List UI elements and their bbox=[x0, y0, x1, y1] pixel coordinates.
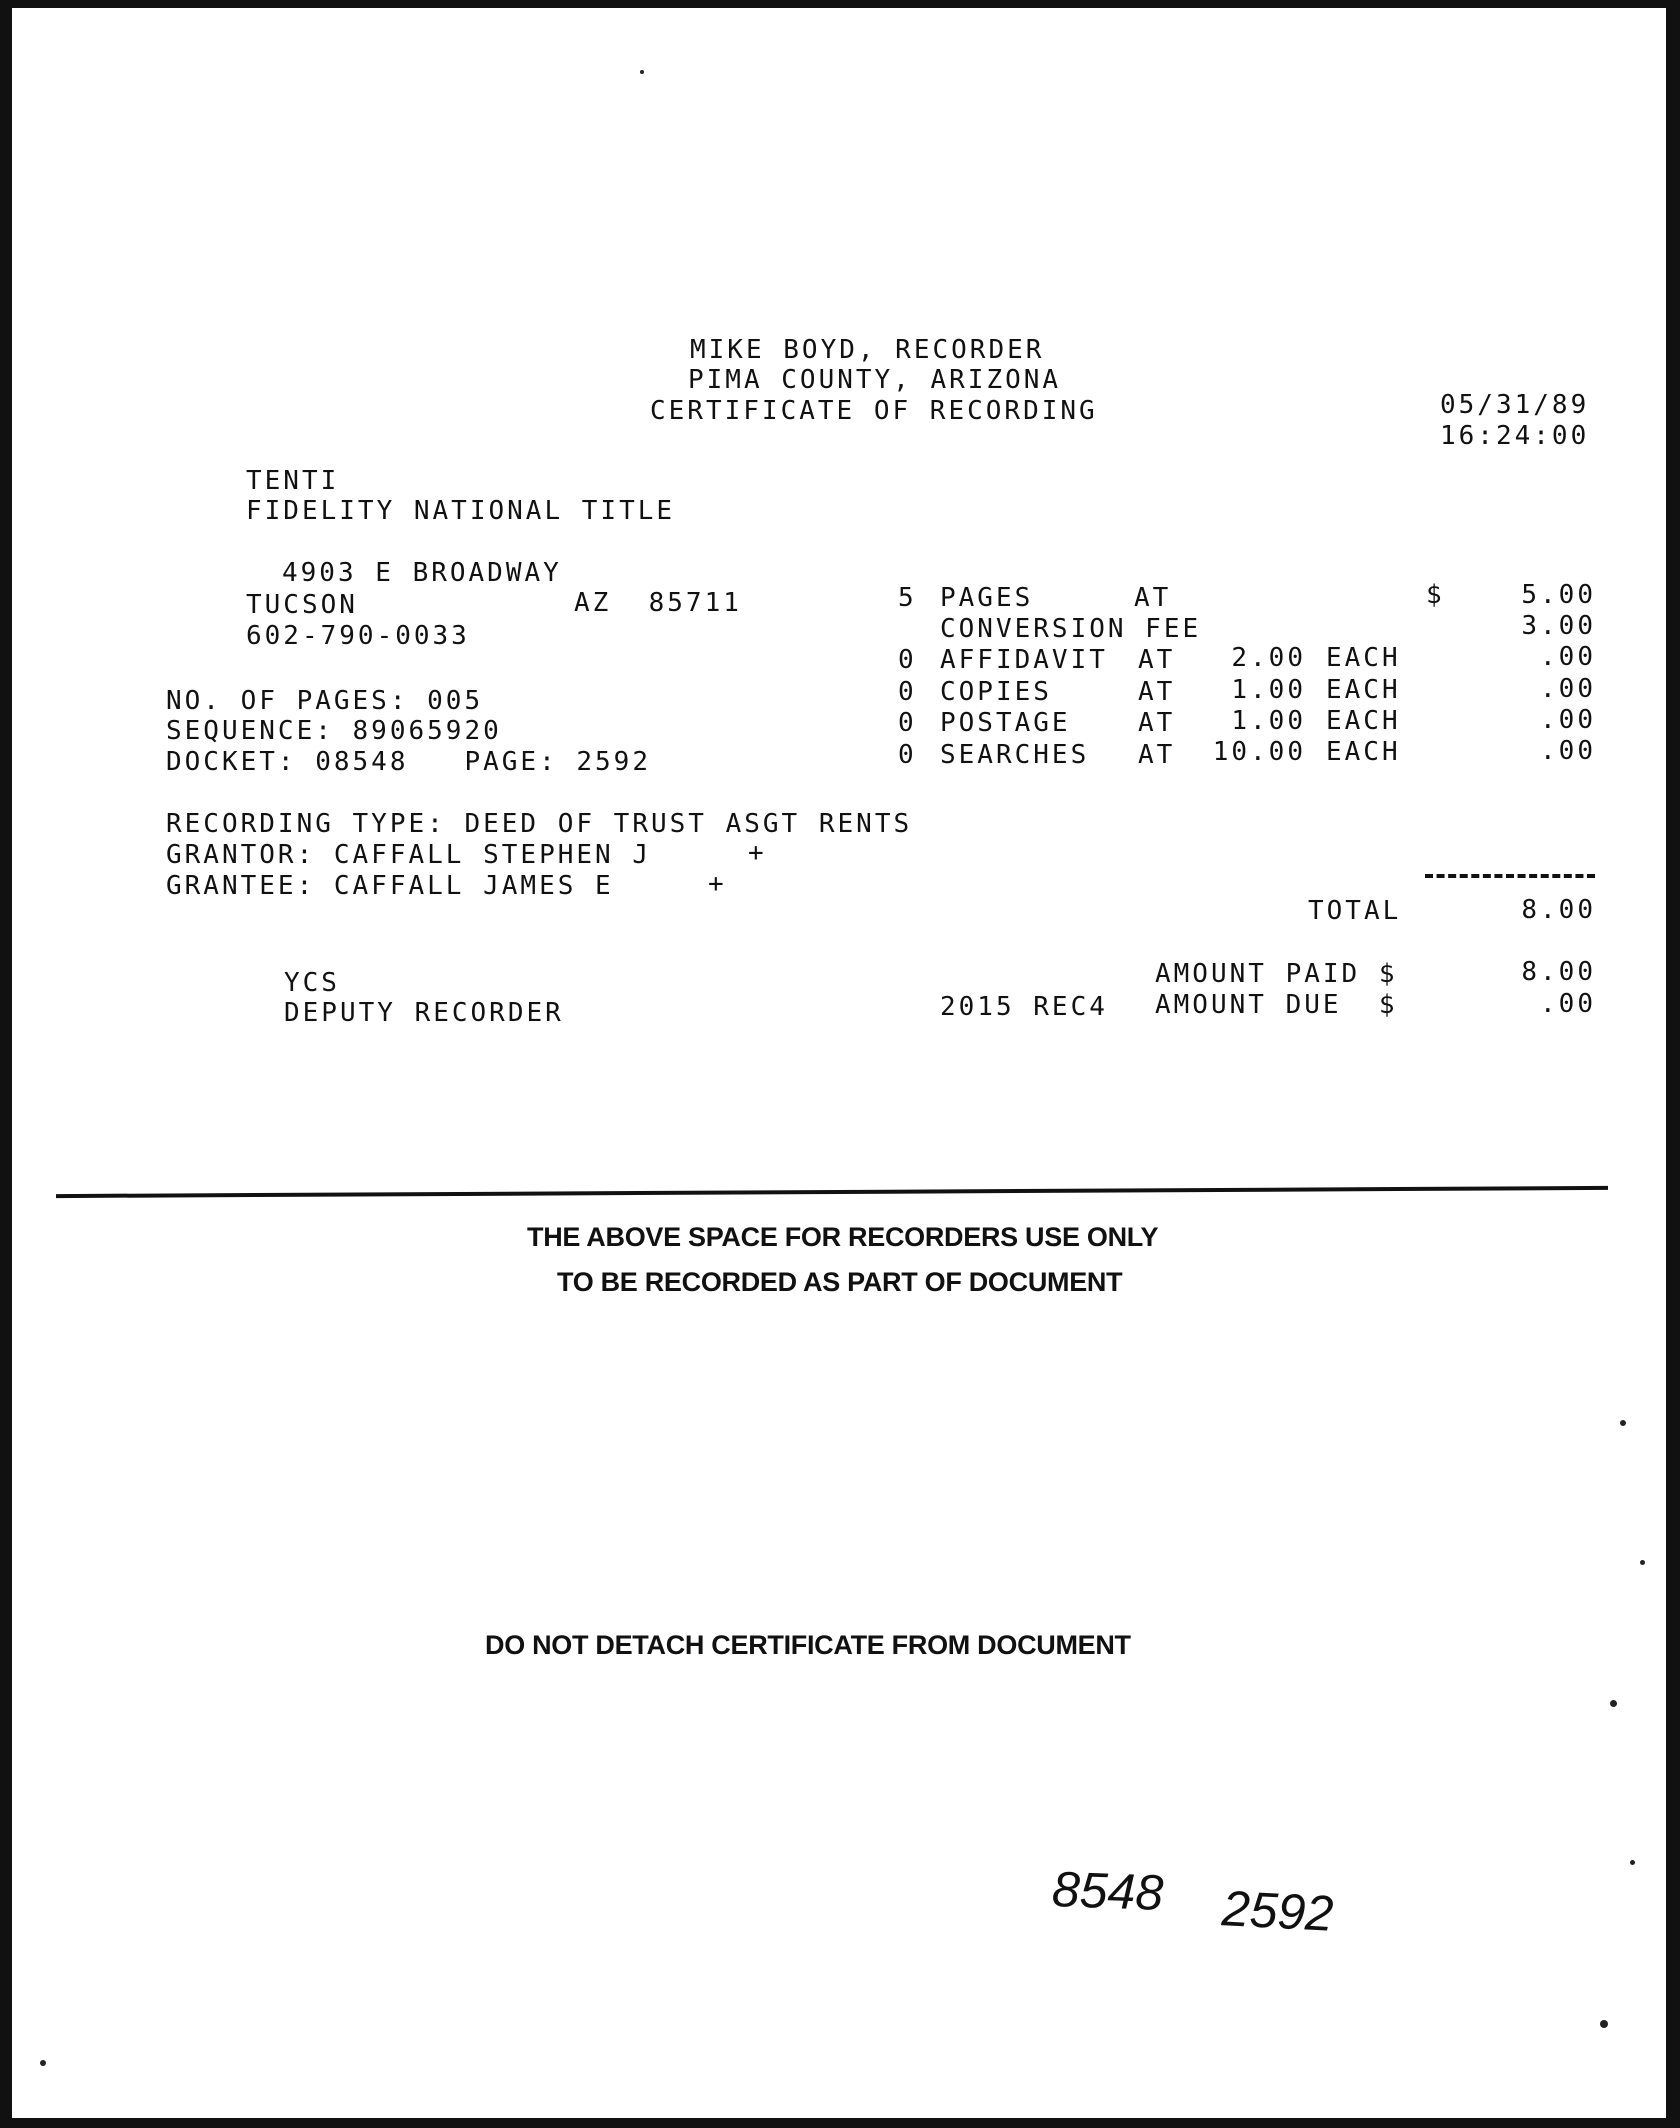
total-amount: 8.00 bbox=[1521, 895, 1596, 925]
fee-amount: .00 bbox=[1540, 705, 1596, 735]
fee-at: AT bbox=[1134, 583, 1172, 613]
fee-amount: 3.00 bbox=[1521, 611, 1596, 641]
certificate-title: CERTIFICATE OF RECORDING bbox=[650, 396, 1098, 426]
scan-speckle bbox=[640, 70, 644, 74]
docket-page: DOCKET: 08548 PAGE: 2592 bbox=[166, 747, 651, 777]
dollar-sign: $ bbox=[1426, 580, 1445, 610]
scan-border-left bbox=[0, 0, 12, 2128]
grantee: GRANTEE: CAFFALL JAMES E bbox=[166, 871, 614, 901]
fee-at: AT bbox=[1138, 677, 1176, 707]
total-divider bbox=[1425, 874, 1595, 878]
fee-item: SEARCHES bbox=[940, 740, 1090, 770]
scan-speckle bbox=[1640, 1560, 1645, 1565]
recording-time: 16:24:00 bbox=[1440, 421, 1590, 451]
amount-paid: 8.00 bbox=[1521, 957, 1596, 987]
fee-item: COPIES bbox=[940, 677, 1052, 707]
fee-item: POSTAGE bbox=[940, 708, 1071, 738]
county-name: PIMA COUNTY, ARIZONA bbox=[688, 365, 1062, 395]
amount-due-label: AMOUNT DUE $ bbox=[1155, 990, 1398, 1020]
number-of-pages: NO. OF PAGES: 005 bbox=[166, 686, 484, 716]
scan-speckle bbox=[1600, 2020, 1608, 2028]
recipient-street: 4903 E BROADWAY bbox=[282, 558, 562, 588]
recipient-state-zip: AZ 85711 bbox=[574, 588, 742, 618]
fee-qty: 5 bbox=[898, 583, 917, 613]
scan-speckle bbox=[1610, 1700, 1617, 1707]
fee-each: EACH bbox=[1326, 706, 1401, 736]
deputy-title: DEPUTY RECORDER bbox=[284, 998, 564, 1028]
grantor: GRANTOR: CAFFALL STEPHEN J bbox=[166, 840, 651, 870]
grantor-mark: + bbox=[748, 838, 767, 868]
fee-each: EACH bbox=[1326, 737, 1401, 767]
fee-qty: 0 bbox=[898, 708, 917, 738]
fee-amount: 5.00 bbox=[1521, 580, 1596, 610]
recorder-section-divider bbox=[56, 1186, 1608, 1198]
fee-item: CONVERSION FEE bbox=[940, 614, 1202, 644]
fee-item: PAGES bbox=[940, 583, 1034, 613]
register-id: 2015 REC4 bbox=[940, 992, 1108, 1022]
scan-speckle bbox=[40, 2060, 46, 2066]
fee-item: AFFIDAVIT bbox=[940, 645, 1108, 675]
recording-type: RECORDING TYPE: DEED OF TRUST ASGT RENTS bbox=[166, 809, 913, 839]
fee-qty: 0 bbox=[898, 740, 917, 770]
recording-date: 05/31/89 bbox=[1440, 390, 1590, 420]
recorders-use-notice: THE ABOVE SPACE FOR RECORDERS USE ONLY bbox=[527, 1222, 1159, 1252]
scan-speckle bbox=[1630, 1860, 1635, 1865]
fee-rate: 2.00 bbox=[1231, 643, 1306, 673]
handwritten-page: 2592 bbox=[1220, 1880, 1335, 1942]
fee-qty: 0 bbox=[898, 645, 917, 675]
grantee-mark: + bbox=[708, 869, 727, 899]
fee-rate: 1.00 bbox=[1231, 706, 1306, 736]
deputy-initials: YCS bbox=[284, 968, 340, 998]
fee-qty: 0 bbox=[898, 677, 917, 707]
fee-each: EACH bbox=[1326, 675, 1401, 705]
fee-at: AT bbox=[1138, 645, 1176, 675]
fee-rate: 1.00 bbox=[1231, 675, 1306, 705]
scan-border-bottom bbox=[0, 2118, 1680, 2128]
scan-speckle bbox=[1620, 1420, 1626, 1426]
recipient-company: FIDELITY NATIONAL TITLE bbox=[246, 496, 676, 526]
recipient-city: TUCSON bbox=[246, 590, 358, 620]
scan-border-top bbox=[0, 0, 1680, 8]
scan-border-right bbox=[1666, 0, 1680, 2128]
do-not-detach-notice: DO NOT DETACH CERTIFICATE FROM DOCUMENT bbox=[485, 1630, 1131, 1660]
fee-amount: .00 bbox=[1540, 736, 1596, 766]
fee-each: EACH bbox=[1326, 643, 1401, 673]
recorder-name: MIKE BOYD, RECORDER bbox=[690, 335, 1045, 365]
recorded-part-notice: TO BE RECORDED AS PART OF DOCUMENT bbox=[557, 1267, 1123, 1297]
fee-amount: .00 bbox=[1540, 642, 1596, 672]
total-label: TOTAL bbox=[1308, 896, 1402, 926]
fee-at: AT bbox=[1138, 708, 1176, 738]
fee-at: AT bbox=[1138, 740, 1176, 770]
fee-rate: 10.00 bbox=[1212, 737, 1306, 767]
sequence-number: SEQUENCE: 89065920 bbox=[166, 716, 502, 746]
recipient-attn: TENTI bbox=[246, 466, 340, 496]
recipient-phone: 602-790-0033 bbox=[246, 621, 470, 651]
handwritten-docket: 8548 bbox=[1051, 1861, 1165, 1921]
amount-paid-label: AMOUNT PAID $ bbox=[1155, 959, 1398, 989]
fee-amount: .00 bbox=[1540, 674, 1596, 704]
amount-due: .00 bbox=[1540, 989, 1596, 1019]
